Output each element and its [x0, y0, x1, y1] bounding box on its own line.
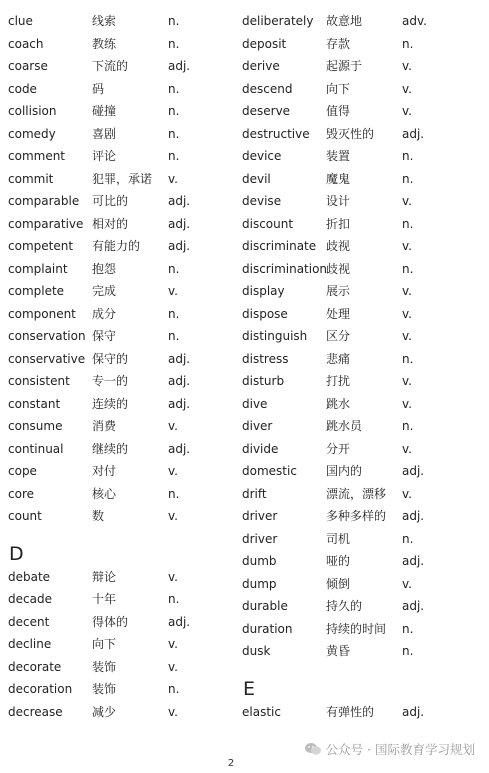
part-of-speech: v. — [168, 464, 178, 478]
vocab-entry — [242, 145, 482, 168]
part-of-speech: n. — [168, 592, 180, 606]
chinese-meaning: 跳水 — [326, 396, 351, 411]
chinese-meaning: 值得 — [326, 104, 351, 118]
chinese-meaning: 打扰 — [326, 374, 351, 388]
english-word: distress — [242, 351, 289, 366]
english-word: devise — [242, 194, 282, 208]
vocab-entry — [242, 550, 482, 573]
english-word: decent — [8, 614, 50, 629]
english-word: divide — [242, 441, 279, 456]
vocab-entry — [242, 303, 482, 326]
vocab-entry — [242, 370, 482, 393]
chinese-meaning: 相对的 — [92, 216, 129, 231]
english-word: discount — [242, 216, 294, 231]
vocab-entry — [242, 258, 482, 281]
vocab-entry — [8, 325, 238, 348]
chinese-meaning: 保守的 — [92, 351, 129, 366]
vocab-entry — [242, 618, 482, 641]
chinese-meaning: 存款 — [326, 36, 351, 51]
vocab-entry — [8, 10, 238, 33]
vocab-entry — [242, 55, 482, 78]
vocab-entry — [242, 393, 482, 416]
chinese-meaning: 成分 — [92, 306, 117, 321]
chinese-meaning: 下流的 — [92, 59, 129, 73]
english-word: conservation — [8, 329, 86, 343]
english-word: durable — [242, 599, 288, 613]
chinese-meaning: 展示 — [326, 284, 351, 298]
english-word: decrease — [8, 704, 63, 719]
chinese-meaning: 哑的 — [326, 554, 351, 568]
page-number: 2 — [227, 758, 235, 769]
part-of-speech: n. — [168, 126, 180, 141]
english-word: drift — [242, 486, 267, 501]
vocab-entry — [8, 460, 238, 483]
chinese-meaning: 歧视 — [326, 239, 351, 253]
vocab-entry — [242, 595, 482, 618]
part-of-speech: n. — [168, 486, 180, 501]
english-word: devil — [242, 171, 271, 186]
english-word: driver — [242, 509, 278, 523]
chinese-meaning: 国内的 — [326, 464, 363, 478]
english-word: decline — [8, 637, 52, 651]
part-of-speech: v. — [402, 284, 412, 298]
part-of-speech: v. — [402, 239, 412, 253]
english-word: decade — [8, 592, 52, 606]
vocab-entry — [242, 190, 482, 213]
vocab-entry — [8, 280, 238, 303]
chinese-meaning: 悲痛 — [326, 351, 351, 366]
part-of-speech: adj. — [168, 216, 191, 231]
english-word: discrimination — [242, 261, 328, 276]
chinese-meaning: 装置 — [326, 149, 351, 163]
part-of-speech: adj. — [168, 441, 191, 456]
vocab-entry — [8, 303, 238, 326]
chinese-meaning: 减少 — [92, 704, 117, 719]
english-word: dump — [242, 576, 277, 591]
left-column — [8, 10, 238, 723]
english-word: descend — [242, 81, 293, 96]
chinese-meaning: 黄昏 — [326, 644, 351, 658]
vocab-entry — [8, 100, 238, 123]
vocab-entry — [8, 235, 238, 258]
chinese-meaning: 处理 — [326, 306, 351, 321]
chinese-meaning: 数 — [92, 509, 105, 523]
part-of-speech: n. — [402, 171, 414, 186]
vocab-entry — [242, 123, 482, 146]
vocab-entry — [8, 370, 238, 393]
part-of-speech: adj. — [168, 614, 191, 629]
vocab-entry — [242, 235, 482, 258]
vocab-entry — [8, 633, 238, 656]
english-word: competent — [8, 239, 74, 253]
part-of-speech: n. — [402, 216, 414, 231]
english-word: commit — [8, 171, 54, 186]
part-of-speech: adj. — [168, 194, 191, 208]
vocab-entry — [242, 100, 482, 123]
part-of-speech: v. — [402, 396, 412, 411]
vocab-entry — [242, 33, 482, 56]
chinese-meaning: 继续的 — [92, 441, 129, 456]
vocab-entry — [242, 348, 482, 371]
english-word: comparable — [8, 194, 80, 208]
chinese-meaning: 装饰 — [92, 682, 117, 696]
vocab-entry — [8, 33, 238, 56]
vocab-entry — [242, 528, 482, 551]
part-of-speech: v. — [402, 81, 412, 96]
vocab-entry — [8, 348, 238, 371]
english-word: deposit — [242, 36, 287, 51]
chinese-meaning: 抱怨 — [92, 261, 117, 276]
vocab-entry — [8, 505, 238, 528]
part-of-speech: adj. — [168, 374, 191, 388]
part-of-speech: v. — [168, 171, 178, 186]
english-word: comparative — [8, 216, 84, 231]
english-word: dive — [242, 396, 268, 411]
vocab-entry — [8, 145, 238, 168]
part-of-speech: v. — [402, 306, 412, 321]
part-of-speech: adj. — [402, 126, 425, 141]
english-word: collision — [8, 104, 57, 118]
part-of-speech: n. — [168, 104, 180, 118]
part-of-speech: v. — [402, 104, 412, 118]
vocab-entry — [8, 588, 238, 611]
part-of-speech: adj. — [168, 59, 191, 73]
chinese-meaning: 码 — [92, 81, 105, 96]
english-word: complete — [8, 284, 65, 298]
chinese-meaning: 司机 — [326, 531, 351, 546]
chinese-meaning: 有弹性的 — [326, 704, 375, 719]
english-word: dispose — [242, 306, 288, 321]
vocab-entry — [8, 168, 238, 191]
vocab-entry — [8, 656, 238, 679]
english-word: diver — [242, 419, 273, 433]
part-of-speech: n. — [168, 682, 180, 696]
part-of-speech: v. — [168, 509, 178, 523]
english-word: display — [242, 284, 285, 298]
part-of-speech: n. — [168, 149, 180, 163]
english-word: domestic — [242, 464, 297, 478]
chinese-meaning: 分开 — [326, 441, 351, 456]
part-of-speech: adj. — [168, 351, 191, 366]
english-word: decorate — [8, 659, 62, 674]
chinese-meaning: 毁灭性的 — [326, 126, 375, 141]
vocab-entry — [8, 678, 238, 701]
right-column — [242, 10, 482, 723]
chinese-meaning: 可比的 — [92, 194, 129, 208]
vocab-entry — [8, 611, 238, 634]
vocab-entry — [242, 415, 482, 438]
chinese-meaning: 连续的 — [92, 396, 129, 411]
part-of-speech: n. — [168, 261, 180, 276]
part-of-speech: adj. — [402, 599, 425, 613]
part-of-speech: v. — [402, 329, 412, 343]
vocab-entry — [242, 325, 482, 348]
chinese-meaning: 漂流，漂移 — [326, 486, 387, 501]
english-word: discriminate — [242, 239, 317, 253]
english-word: coarse — [8, 59, 48, 73]
english-word: clue — [8, 14, 33, 28]
part-of-speech: adv. — [402, 14, 427, 28]
chinese-meaning: 设计 — [326, 194, 351, 208]
english-word: deserve — [242, 104, 291, 118]
english-word: device — [242, 149, 282, 163]
vocab-entry — [8, 213, 238, 236]
part-of-speech: v. — [168, 419, 178, 433]
english-word: consume — [8, 419, 63, 433]
part-of-speech: v. — [168, 659, 178, 674]
vocab-entry — [242, 438, 482, 461]
english-word: coach — [8, 36, 44, 51]
part-of-speech: v. — [168, 284, 178, 298]
vocab-entry — [242, 10, 482, 33]
chinese-meaning: 装饰 — [92, 659, 117, 674]
chinese-meaning: 得体的 — [92, 614, 129, 629]
vocab-entry — [8, 123, 238, 146]
vocab-entry — [8, 78, 238, 101]
english-word: dumb — [242, 554, 277, 568]
chinese-meaning: 有能力的 — [92, 239, 141, 253]
english-word: complaint — [8, 261, 68, 276]
chinese-meaning: 对付 — [92, 464, 117, 478]
english-word: constant — [8, 396, 61, 411]
chinese-meaning: 故意地 — [326, 14, 363, 28]
english-word: comment — [8, 149, 66, 163]
english-word: consistent — [8, 374, 70, 388]
vocab-entry — [242, 483, 482, 506]
part-of-speech: adj. — [168, 396, 191, 411]
vocab-entry — [8, 190, 238, 213]
chinese-meaning: 起源于 — [326, 59, 363, 73]
english-word: count — [8, 509, 42, 523]
chinese-meaning: 喜剧 — [92, 126, 117, 141]
english-word: conservative — [8, 351, 86, 366]
chinese-meaning: 保守 — [92, 329, 117, 343]
chinese-meaning: 魔鬼 — [326, 171, 351, 186]
chinese-meaning: 持久的 — [326, 599, 363, 613]
vocab-entry — [8, 701, 238, 724]
english-word: dusk — [242, 644, 271, 658]
vocab-entry — [242, 573, 482, 596]
chinese-meaning: 评论 — [92, 149, 117, 163]
part-of-speech: n. — [402, 621, 414, 636]
chinese-meaning: 持续的时间 — [326, 621, 387, 636]
part-of-speech: v. — [402, 194, 412, 208]
english-word: cope — [8, 464, 37, 478]
chinese-meaning: 专一的 — [92, 374, 129, 388]
chinese-meaning: 向下 — [326, 81, 351, 96]
english-word: component — [8, 306, 76, 321]
english-word: distinguish — [242, 329, 308, 343]
chinese-meaning: 区分 — [326, 329, 351, 343]
wechat-icon — [304, 742, 322, 756]
english-word: deliberately — [242, 14, 314, 28]
vocab-entry — [242, 280, 482, 303]
vocab-entry — [8, 258, 238, 281]
part-of-speech: n. — [402, 644, 414, 658]
part-of-speech: adj. — [402, 704, 425, 719]
part-of-speech: n. — [168, 14, 180, 28]
section-heading-e: E — [243, 677, 256, 700]
chinese-meaning: 完成 — [92, 284, 117, 298]
part-of-speech: v. — [168, 569, 178, 584]
chinese-meaning: 核心 — [92, 486, 117, 501]
vocab-entry — [242, 640, 482, 663]
part-of-speech: v. — [402, 486, 412, 501]
vocab-entry — [8, 438, 238, 461]
part-of-speech: n. — [402, 149, 414, 163]
part-of-speech: v. — [402, 441, 412, 456]
part-of-speech: v. — [168, 637, 178, 651]
english-word: core — [8, 486, 34, 501]
english-word: code — [8, 81, 37, 96]
part-of-speech: adj. — [168, 239, 191, 253]
vocab-entry — [8, 483, 238, 506]
section-heading-d: D — [9, 542, 24, 565]
chinese-meaning: 十年 — [92, 592, 117, 606]
vocab-entry — [8, 55, 238, 78]
part-of-speech: adj. — [402, 509, 425, 523]
vocab-entry — [242, 505, 482, 528]
section-c-list — [8, 10, 238, 528]
vocab-entry — [242, 78, 482, 101]
part-of-speech: adj. — [402, 554, 425, 568]
chinese-meaning: 跳水员 — [326, 419, 363, 433]
chinese-meaning: 教练 — [92, 36, 117, 51]
chinese-meaning: 线索 — [92, 14, 117, 28]
english-word: continual — [8, 441, 64, 456]
part-of-speech: n. — [402, 531, 414, 546]
chinese-meaning: 消费 — [92, 419, 117, 433]
part-of-speech: n. — [402, 261, 414, 276]
vocab-entry — [242, 213, 482, 236]
chinese-meaning: 向下 — [92, 637, 117, 651]
chinese-meaning: 多种多样的 — [326, 509, 387, 523]
english-word: debate — [8, 569, 51, 584]
section-d-list-continued — [242, 10, 482, 663]
part-of-speech: v. — [168, 704, 178, 719]
part-of-speech: n. — [168, 81, 180, 96]
part-of-speech: n. — [402, 419, 414, 433]
part-of-speech: n. — [168, 329, 180, 343]
vocab-entry — [8, 393, 238, 416]
vocab-entry — [242, 460, 482, 483]
chinese-meaning: 碰撞 — [92, 104, 117, 118]
english-word: disturb — [242, 374, 285, 388]
part-of-speech: v. — [402, 374, 412, 388]
section-e-list — [242, 701, 482, 724]
part-of-speech: n. — [402, 36, 414, 51]
part-of-speech: v. — [402, 59, 412, 73]
english-word: derive — [242, 59, 280, 73]
english-word: elastic — [242, 704, 281, 719]
part-of-speech: v. — [402, 576, 412, 591]
chinese-meaning: 歧视 — [326, 261, 351, 276]
english-word: duration — [242, 621, 293, 636]
chinese-meaning: 倾倒 — [326, 576, 351, 591]
chinese-meaning: 辩论 — [92, 569, 117, 584]
part-of-speech: adj. — [402, 464, 425, 478]
part-of-speech: n. — [168, 306, 180, 321]
english-word: driver — [242, 531, 278, 546]
vocab-entry — [8, 566, 238, 589]
watermark-text: 公众号 · 国际教育学习规划 — [325, 742, 475, 757]
english-word: decoration — [8, 682, 73, 696]
vocab-entry — [8, 415, 238, 438]
part-of-speech: n. — [402, 351, 414, 366]
section-d-list — [8, 566, 238, 724]
vocab-entry — [242, 701, 482, 724]
chinese-meaning: 犯罪，承诺 — [92, 171, 153, 186]
watermark — [304, 740, 475, 758]
chinese-meaning: 折扣 — [326, 216, 351, 231]
vocab-entry — [242, 168, 482, 191]
english-word: comedy — [8, 126, 56, 141]
english-word: destructive — [242, 126, 310, 141]
part-of-speech: n. — [168, 36, 180, 51]
